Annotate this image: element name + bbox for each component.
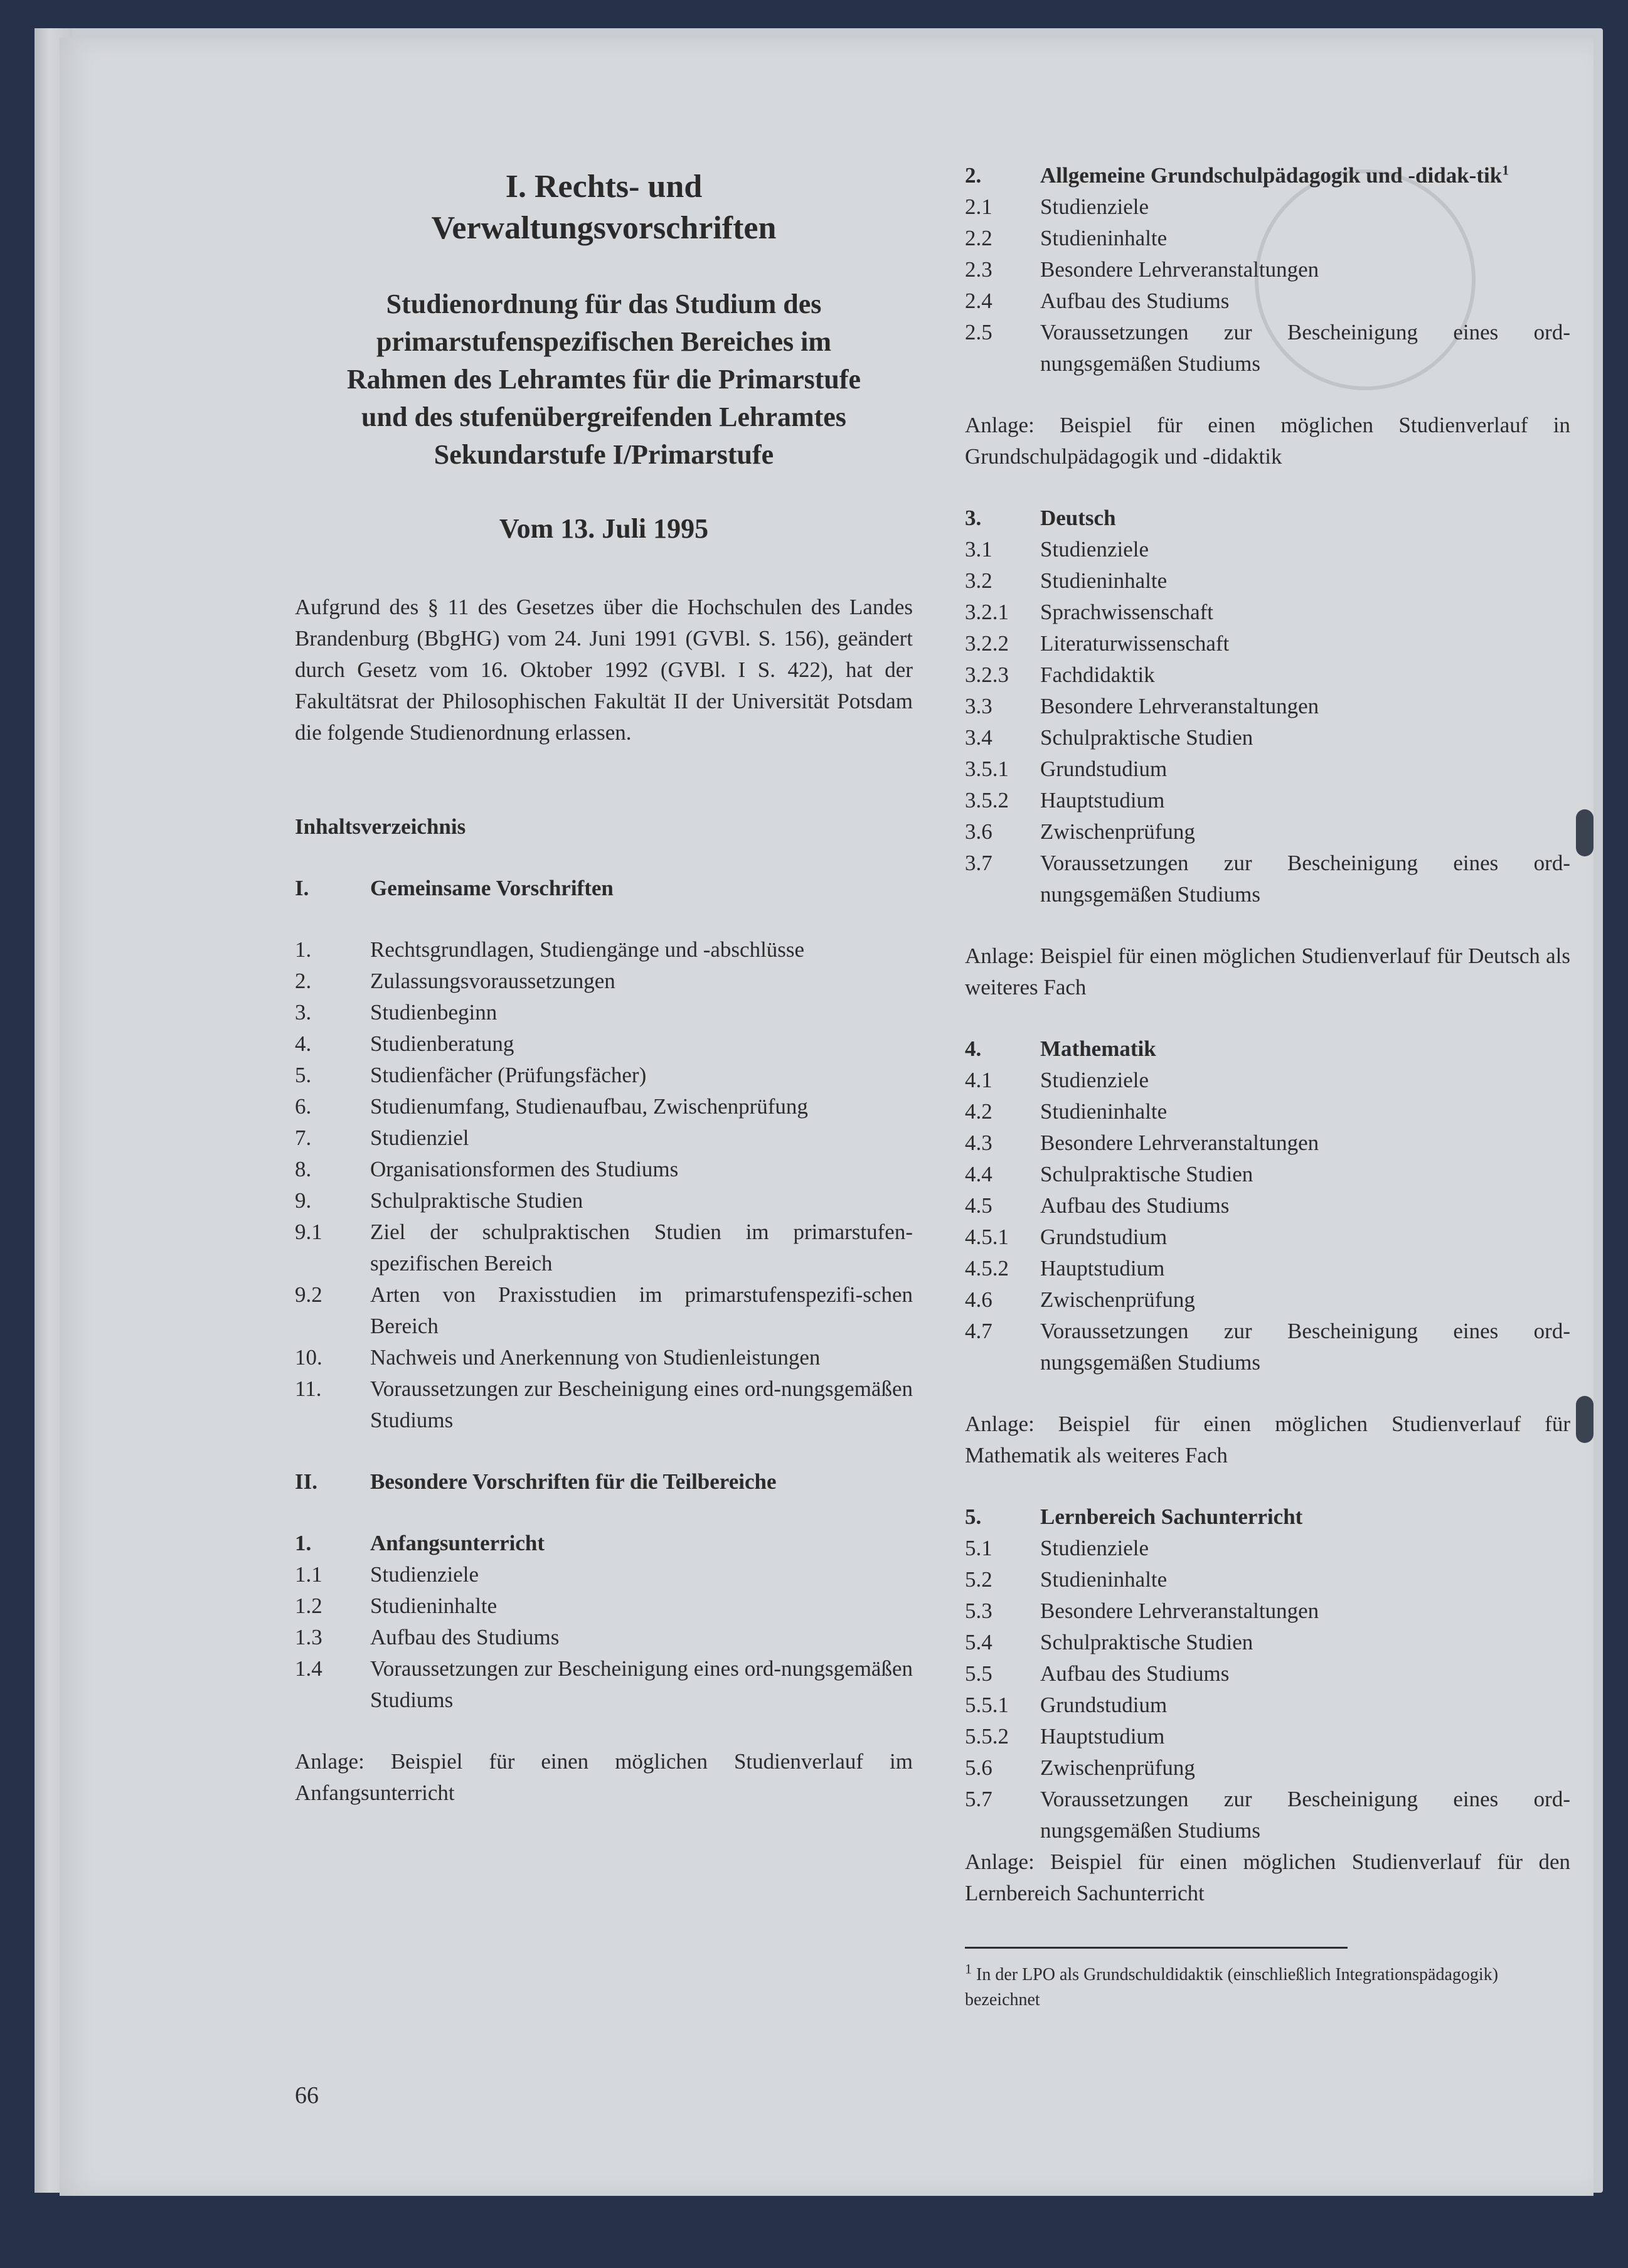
toc-number: 3.5.1 (965, 757, 1009, 781)
toc-entry (295, 1217, 913, 1279)
toc-list-sec1 (295, 1559, 913, 1716)
toc-anlage: Anlage: Beispiel für einen möglichen Studienverlauf im Anfangsunterricht (295, 1749, 913, 1805)
toc-entry (965, 1253, 1570, 1284)
toc-text: Studienziele (370, 1562, 479, 1587)
toc-number: 4.3 (965, 1131, 992, 1155)
toc-entry (965, 1190, 1570, 1222)
toc-number: 3.4 (965, 725, 992, 750)
toc-list-sec5 (965, 1533, 1570, 1846)
toc-entry (965, 1784, 1570, 1846)
toc-text: Voraussetzungen zur Bescheinigung eines ord-nungsgemäßen Studiums (370, 1376, 913, 1432)
toc-section-heading (965, 1033, 1570, 1065)
toc-entry (965, 597, 1570, 628)
right-column (965, 160, 1570, 2013)
toc-text: Arten von Praxisstudien im primarstufenspezifi-schen Bereich (370, 1282, 913, 1338)
toc-text: Aufbau des Studiums (1040, 289, 1230, 313)
toc-text: Schulpraktische Studien (1040, 1162, 1253, 1186)
toc-text: Sprachwissenschaft (1040, 600, 1214, 624)
toc-text: Grundstudium (1040, 757, 1168, 781)
toc-number: 4.6 (965, 1287, 992, 1312)
toc-heading: Inhaltsverzeichnis (295, 814, 466, 839)
toc-number: II. (295, 1469, 317, 1494)
toc-entry (965, 1316, 1570, 1378)
toc-entry (965, 1533, 1570, 1564)
section-title (295, 166, 913, 249)
toc-number: 4.7 (965, 1319, 992, 1343)
toc-entry (295, 1122, 913, 1154)
toc-text: Studienziele (1040, 194, 1149, 219)
toc-entry (965, 1658, 1570, 1690)
toc-entry (965, 1721, 1570, 1752)
toc-entry (965, 722, 1570, 753)
toc-number: 9. (295, 1188, 312, 1213)
toc-text: Besondere Vorschriften für die Teilbereiche (370, 1469, 777, 1494)
toc-text: Hauptstudium (1040, 1724, 1165, 1749)
toc-number: 6. (295, 1094, 312, 1119)
toc-entry (965, 285, 1570, 317)
toc-number: 2.2 (965, 226, 992, 250)
toc-number: 5.5.1 (965, 1693, 1009, 1717)
toc-number: 3.2.3 (965, 663, 1009, 687)
toc-text: Hauptstudium (1040, 1256, 1165, 1280)
toc-text: Schulpraktische Studien (1040, 725, 1253, 750)
toc-number: 1.3 (295, 1625, 322, 1649)
toc-number: 7. (295, 1126, 312, 1150)
toc-text: Studienziele (1040, 1068, 1149, 1092)
toc-text: Zwischenprüfung (1040, 1287, 1195, 1312)
toc-list-sec3 (965, 534, 1570, 910)
document-title-line: primarstufenspezifischen Bereiches im (376, 326, 832, 357)
toc-text: Studienumfang, Studienaufbau, Zwischenprüfung (370, 1094, 808, 1119)
toc-entry (295, 934, 913, 966)
toc-number: 2. (965, 163, 982, 188)
toc-entry (965, 1096, 1570, 1127)
toc-number: 3.2.2 (965, 631, 1009, 656)
toc-entry (295, 1091, 913, 1122)
page-number: 66 (295, 2082, 319, 2109)
toc-text: Gemeinsame Vorschriften (370, 876, 614, 900)
toc-entry (965, 1284, 1570, 1316)
toc-number: 3.3 (965, 694, 992, 718)
toc-anlage: Anlage: Beispiel für einen möglichen Studienverlauf für Mathematik als weiteres Fach (965, 1412, 1570, 1467)
toc-number: 5.2 (965, 1567, 992, 1592)
toc-number: 2.1 (965, 194, 992, 219)
toc-text: Studienziele (1040, 537, 1149, 562)
toc-number: 4.5 (965, 1193, 992, 1218)
toc-number: 5.3 (965, 1599, 992, 1623)
toc-number: 3. (295, 1000, 312, 1025)
toc-text: Besondere Lehrveranstaltungen (1040, 257, 1319, 282)
toc-anlage: Anlage: Beispiel für einen möglichen Studienverlauf für Deutsch als weiteres Fach (965, 944, 1570, 999)
toc-entry (295, 1559, 913, 1590)
toc-text: Voraussetzungen zur Bescheinigung eines ord-nungsgemäßen Studiums (1040, 1319, 1570, 1375)
toc-number: 1.4 (295, 1656, 322, 1681)
toc-entry (965, 848, 1570, 910)
toc-entry (295, 1373, 913, 1436)
toc-text: Studienberatung (370, 1031, 514, 1056)
toc-entry (965, 1690, 1570, 1721)
toc-number: 5. (295, 1063, 312, 1087)
toc-text: Ziel der schulpraktischen Studien im primarstufen-spezifischen Bereich (370, 1220, 913, 1275)
footnote-text: In der LPO als Grundschuldidaktik (einschließlich Integrationspädagogik) bezeichnet (965, 1965, 1499, 2010)
toc-section-heading (295, 1528, 913, 1559)
footnote-mark: 1 (965, 1961, 972, 1977)
toc-section-heading (965, 160, 1570, 191)
toc-entry (965, 317, 1570, 380)
toc-number: 4.1 (965, 1068, 992, 1092)
toc-entry (295, 1590, 913, 1622)
toc-text: Studieninhalte (370, 1594, 497, 1618)
toc-text: Besondere Lehrveranstaltungen (1040, 694, 1319, 718)
toc-text: Zwischenprüfung (1040, 819, 1195, 844)
toc-text: Besondere Lehrveranstaltungen (1040, 1599, 1319, 1623)
toc-text: Anfangsunterricht (370, 1531, 545, 1555)
document-title-line: Studienordnung für das Studium des (386, 289, 822, 319)
toc-entry (295, 1342, 913, 1373)
toc-text (1040, 160, 1570, 191)
toc-text: Zwischenprüfung (1040, 1755, 1195, 1780)
toc-list-sec2 (965, 191, 1570, 380)
toc-entry (295, 966, 913, 997)
toc-number: 1.1 (295, 1562, 322, 1587)
toc-number: 3.2.1 (965, 600, 1009, 624)
toc-text: Schulpraktische Studien (1040, 1630, 1253, 1654)
toc-entry (965, 691, 1570, 722)
toc-number: 5.4 (965, 1630, 992, 1654)
toc-entry (965, 1595, 1570, 1627)
toc-number: 11. (295, 1376, 322, 1401)
document-title (295, 285, 913, 474)
toc-number: 4. (965, 1036, 982, 1061)
toc-part-heading (295, 1466, 913, 1498)
toc-text: Literaturwissenschaft (1040, 631, 1230, 656)
toc-text: Studienfächer (Prüfungsfächer) (370, 1063, 647, 1087)
toc-number: 4.5.1 (965, 1225, 1009, 1249)
punch-hole (1576, 1396, 1593, 1443)
toc-number: 3.6 (965, 819, 992, 844)
toc-entry (965, 223, 1570, 254)
toc-entry (965, 534, 1570, 565)
toc-entry (965, 1065, 1570, 1096)
toc-number: I. (295, 876, 309, 900)
section-title-line: I. Rechts- und (505, 169, 703, 205)
toc-entry (965, 254, 1570, 285)
toc-number: 3.5.2 (965, 788, 1009, 812)
toc-entry (965, 1159, 1570, 1190)
toc-text-main: Allgemeine Grundschulpädagogik und -didak-tik (1040, 163, 1503, 188)
toc-entry (965, 1127, 1570, 1159)
toc-entry (295, 1028, 913, 1060)
toc-anlage: Anlage: Beispiel für einen möglichen Studienverlauf für den Lernbereich Sachunterricht (965, 1850, 1570, 1905)
toc-number: 1. (295, 1531, 312, 1555)
toc-text: Studieninhalte (1040, 568, 1168, 593)
toc-anlage: Anlage: Beispiel für einen möglichen Studienverlauf in Grundschulpädagogik und -didaktik (965, 413, 1570, 469)
toc-entry (295, 1653, 913, 1716)
toc-number: 9.1 (295, 1220, 322, 1244)
toc-text: Studienziele (1040, 1536, 1149, 1560)
left-column (295, 166, 913, 1809)
toc-number: 5.5 (965, 1661, 992, 1686)
toc-entry (965, 1752, 1570, 1784)
toc-number: 5. (965, 1504, 982, 1529)
toc-text: Studienziel (370, 1126, 469, 1150)
toc-number: 10. (295, 1345, 322, 1370)
toc-number: 5.7 (965, 1787, 992, 1811)
toc-text: Voraussetzungen zur Bescheinigung eines ord-nungsgemäßen Studiums (1040, 1787, 1570, 1843)
toc-list-part1 (295, 934, 913, 1436)
toc-text: Voraussetzungen zur Bescheinigung eines ord-nungsgemäßen Studiums (370, 1656, 913, 1712)
toc-number: 4.5.2 (965, 1256, 1009, 1280)
toc-text: Rechtsgrundlagen, Studiengänge und -abschlüsse (370, 937, 805, 962)
intro-paragraph: Aufgrund des § 11 des Gesetzes über die Hochschulen des Landes Brandenburg (BbgHG) vom 24. Juni 1991 (GVBl. S. 156), geändert durch Gesetz vom 16. Oktober 1992 (GVBl. I S. 422), hat der Fakultätsrat der Philosophischen Fakultät II der Universität Potsdam die folgende Studienordnung erlassen. (295, 595, 913, 745)
toc-number: 2.3 (965, 257, 992, 282)
toc-number: 4.2 (965, 1099, 992, 1124)
toc-number: 2.5 (965, 320, 992, 344)
toc-text: Organisationsformen des Studiums (370, 1157, 679, 1181)
toc-list-sec4 (965, 1065, 1570, 1378)
toc-number: 3. (965, 506, 982, 530)
toc-text: Zulassungsvoraussetzungen (370, 969, 615, 993)
toc-number: 2. (295, 969, 312, 993)
toc-text: Aufbau des Studiums (370, 1625, 560, 1649)
toc-number: 3.7 (965, 851, 992, 875)
toc-text: Hauptstudium (1040, 788, 1165, 812)
toc-entry (965, 816, 1570, 848)
toc-text: Studieninhalte (1040, 226, 1168, 250)
toc-number: 4.4 (965, 1162, 992, 1186)
toc-number: 2.4 (965, 289, 992, 313)
toc-part-heading (295, 873, 913, 904)
toc-text: Grundstudium (1040, 1225, 1168, 1249)
toc-text: Lernbereich Sachunterricht (1040, 1504, 1303, 1529)
toc-number: 4. (295, 1031, 312, 1056)
toc-entry (965, 659, 1570, 691)
toc-number: 5.1 (965, 1536, 992, 1560)
punch-hole (1576, 809, 1593, 856)
toc-number: 5.5.2 (965, 1724, 1009, 1749)
toc-entry (965, 628, 1570, 659)
toc-text: Fachdidaktik (1040, 663, 1155, 687)
toc-entry (965, 565, 1570, 597)
toc-text: Studieninhalte (1040, 1567, 1168, 1592)
toc-entry (965, 1627, 1570, 1658)
section-title-line: Verwaltungsvorschriften (431, 210, 777, 246)
toc-entry (295, 1279, 913, 1342)
toc-entry (965, 1222, 1570, 1253)
footnote-divider (965, 1947, 1348, 1949)
toc-entry (965, 785, 1570, 816)
document-title-line: Sekundarstufe I/Primarstufe (434, 439, 774, 470)
toc-section-heading (965, 1501, 1570, 1533)
toc-text: Grundstudium (1040, 1693, 1168, 1717)
footnote (965, 1962, 1570, 2013)
toc-entry (295, 1185, 913, 1217)
toc-entry (295, 997, 913, 1028)
toc-number: 5.6 (965, 1755, 992, 1780)
document-date: Vom 13. Juli 1995 (499, 513, 709, 544)
toc-number: 3.1 (965, 537, 992, 562)
document-title-line: Rahmen des Lehramtes für die Primarstufe (346, 364, 861, 395)
toc-text: Schulpraktische Studien (370, 1188, 583, 1213)
toc-number: 9.2 (295, 1282, 322, 1307)
toc-entry (965, 1564, 1570, 1595)
toc-section-heading (965, 503, 1570, 534)
toc-text: Mathematik (1040, 1036, 1156, 1061)
toc-text: Aufbau des Studiums (1040, 1661, 1230, 1686)
toc-text: Nachweis und Anerkennung von Studienleistungen (370, 1345, 821, 1370)
toc-entry (965, 753, 1570, 785)
footnote-reference: 1 (1502, 162, 1509, 178)
toc-text: Studienbeginn (370, 1000, 497, 1025)
toc-text: Besondere Lehrveranstaltungen (1040, 1131, 1319, 1155)
toc-text: Voraussetzungen zur Bescheinigung eines ord-nungsgemäßen Studiums (1040, 320, 1570, 376)
toc-text: Aufbau des Studiums (1040, 1193, 1230, 1218)
toc-number: 8. (295, 1157, 312, 1181)
toc-entry (295, 1622, 913, 1653)
toc-entry (295, 1154, 913, 1185)
toc-number: 3.2 (965, 568, 992, 593)
toc-number: 1. (295, 937, 312, 962)
toc-entry (965, 191, 1570, 223)
toc-entry (295, 1060, 913, 1091)
toc-text: Deutsch (1040, 506, 1116, 530)
toc-number: 1.2 (295, 1594, 322, 1618)
toc-text: Voraussetzungen zur Bescheinigung eines ord-nungsgemäßen Studiums (1040, 851, 1570, 907)
document-title-line: und des stufenübergreifenden Lehramtes (361, 402, 846, 432)
toc-text: Studieninhalte (1040, 1099, 1168, 1124)
